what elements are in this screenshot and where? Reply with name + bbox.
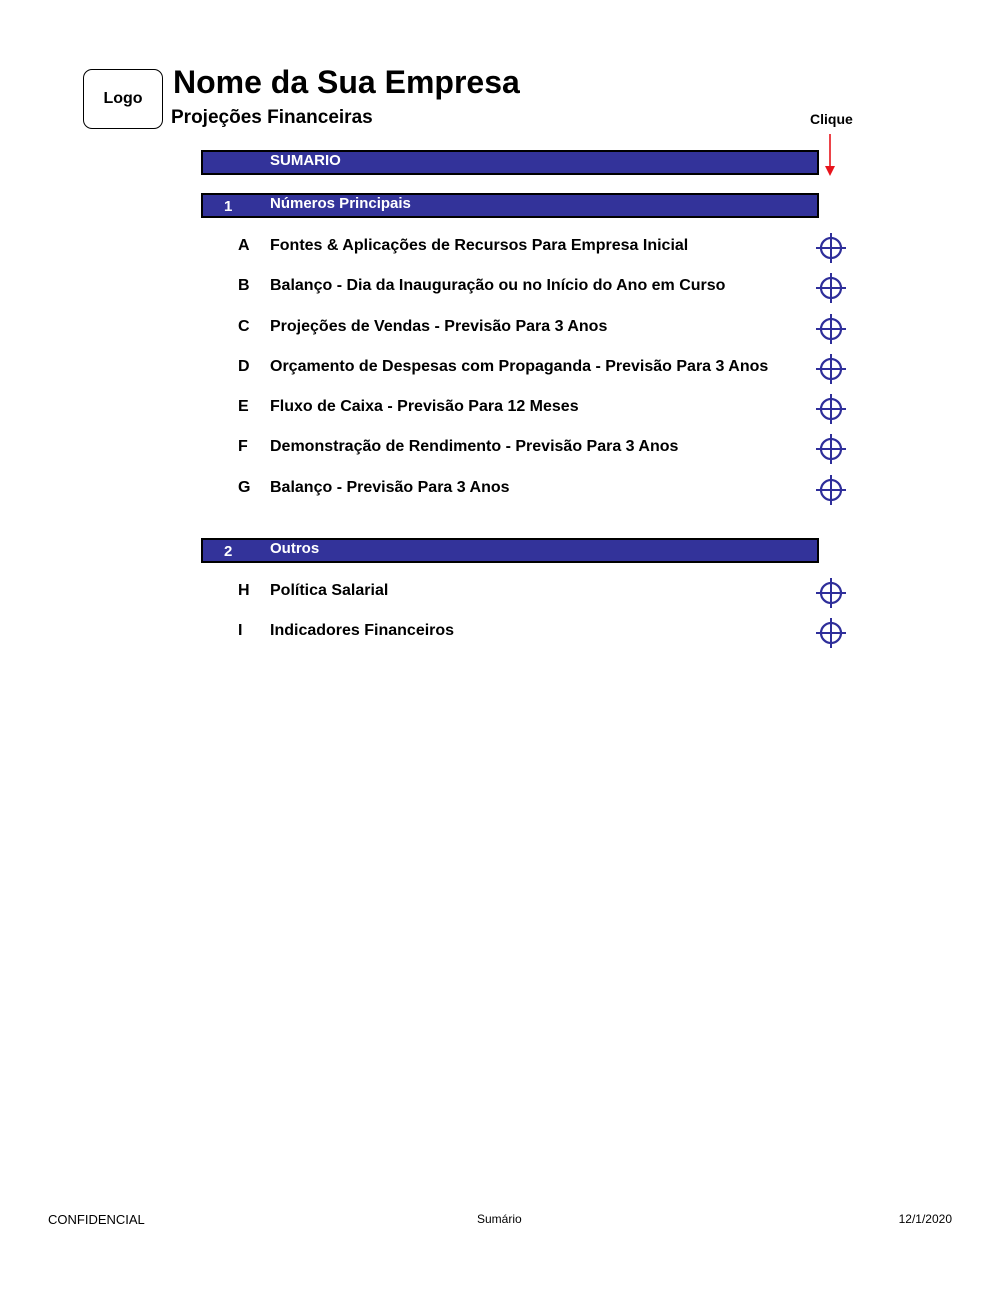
item-text: Fontes & Aplicações de Recursos Para Empresa Inicial [270,237,689,254]
arrow-down-icon [823,134,837,178]
clique-label: Clique [810,111,853,127]
item-letter: A [238,237,250,254]
item-letter: D [238,358,250,375]
summary-bar [201,150,819,175]
item-text: Balanço - Dia da Inauguração ou no Início do Ano em Curso [270,277,726,294]
section-header-1 [201,193,819,218]
list-item [0,318,1000,342]
section-title: Números Principais [270,195,411,212]
company-name: Nome da Sua Empresa [173,64,520,100]
crosshair-icon[interactable] [815,353,847,385]
summary-title: SUMARIO [270,152,341,169]
crosshair-icon[interactable] [815,617,847,649]
list-item [0,479,1000,503]
list-item [0,622,1000,646]
item-text: Demonstração de Rendimento - Previsão Para 3 Anos [270,438,679,455]
item-letter: E [238,398,249,415]
footer-sheet-name: Sumário [477,1212,522,1226]
item-letter: G [238,479,251,496]
item-text: Orçamento de Despesas com Propaganda - Previsão Para 3 Anos [270,358,769,375]
footer-confidential: CONFIDENCIAL [48,1212,145,1227]
item-letter: F [238,438,248,455]
list-item [0,582,1000,606]
list-item [0,277,1000,301]
crosshair-icon[interactable] [815,433,847,465]
section-number: 2 [224,543,233,560]
logo-placeholder [83,69,163,129]
document-subtitle: Projeções Financeiras [171,107,373,128]
item-text: Balanço - Previsão Para 3 Anos [270,479,510,496]
list-item [0,398,1000,422]
crosshair-icon[interactable] [815,393,847,425]
crosshair-icon[interactable] [815,232,847,264]
section-number: 1 [224,198,233,215]
section-header-2 [201,538,819,563]
item-text: Indicadores Financeiros [270,622,455,639]
crosshair-icon[interactable] [815,313,847,345]
list-item [0,237,1000,261]
item-text: Política Salarial [270,582,389,599]
item-text: Fluxo de Caixa - Previsão Para 12 Meses [270,398,579,415]
crosshair-icon[interactable] [815,272,847,304]
logo-label: Logo [103,90,143,107]
list-item [0,438,1000,462]
crosshair-icon[interactable] [815,577,847,609]
item-letter: B [238,277,250,294]
item-letter: H [238,582,250,599]
item-letter: I [238,622,243,639]
item-text: Projeções de Vendas - Previsão Para 3 Anos [270,318,608,335]
footer-date: 12/1/2020 [898,1212,952,1226]
item-letter: C [238,318,250,335]
crosshair-icon[interactable] [815,474,847,506]
list-item [0,358,1000,382]
section-title: Outros [270,540,320,557]
